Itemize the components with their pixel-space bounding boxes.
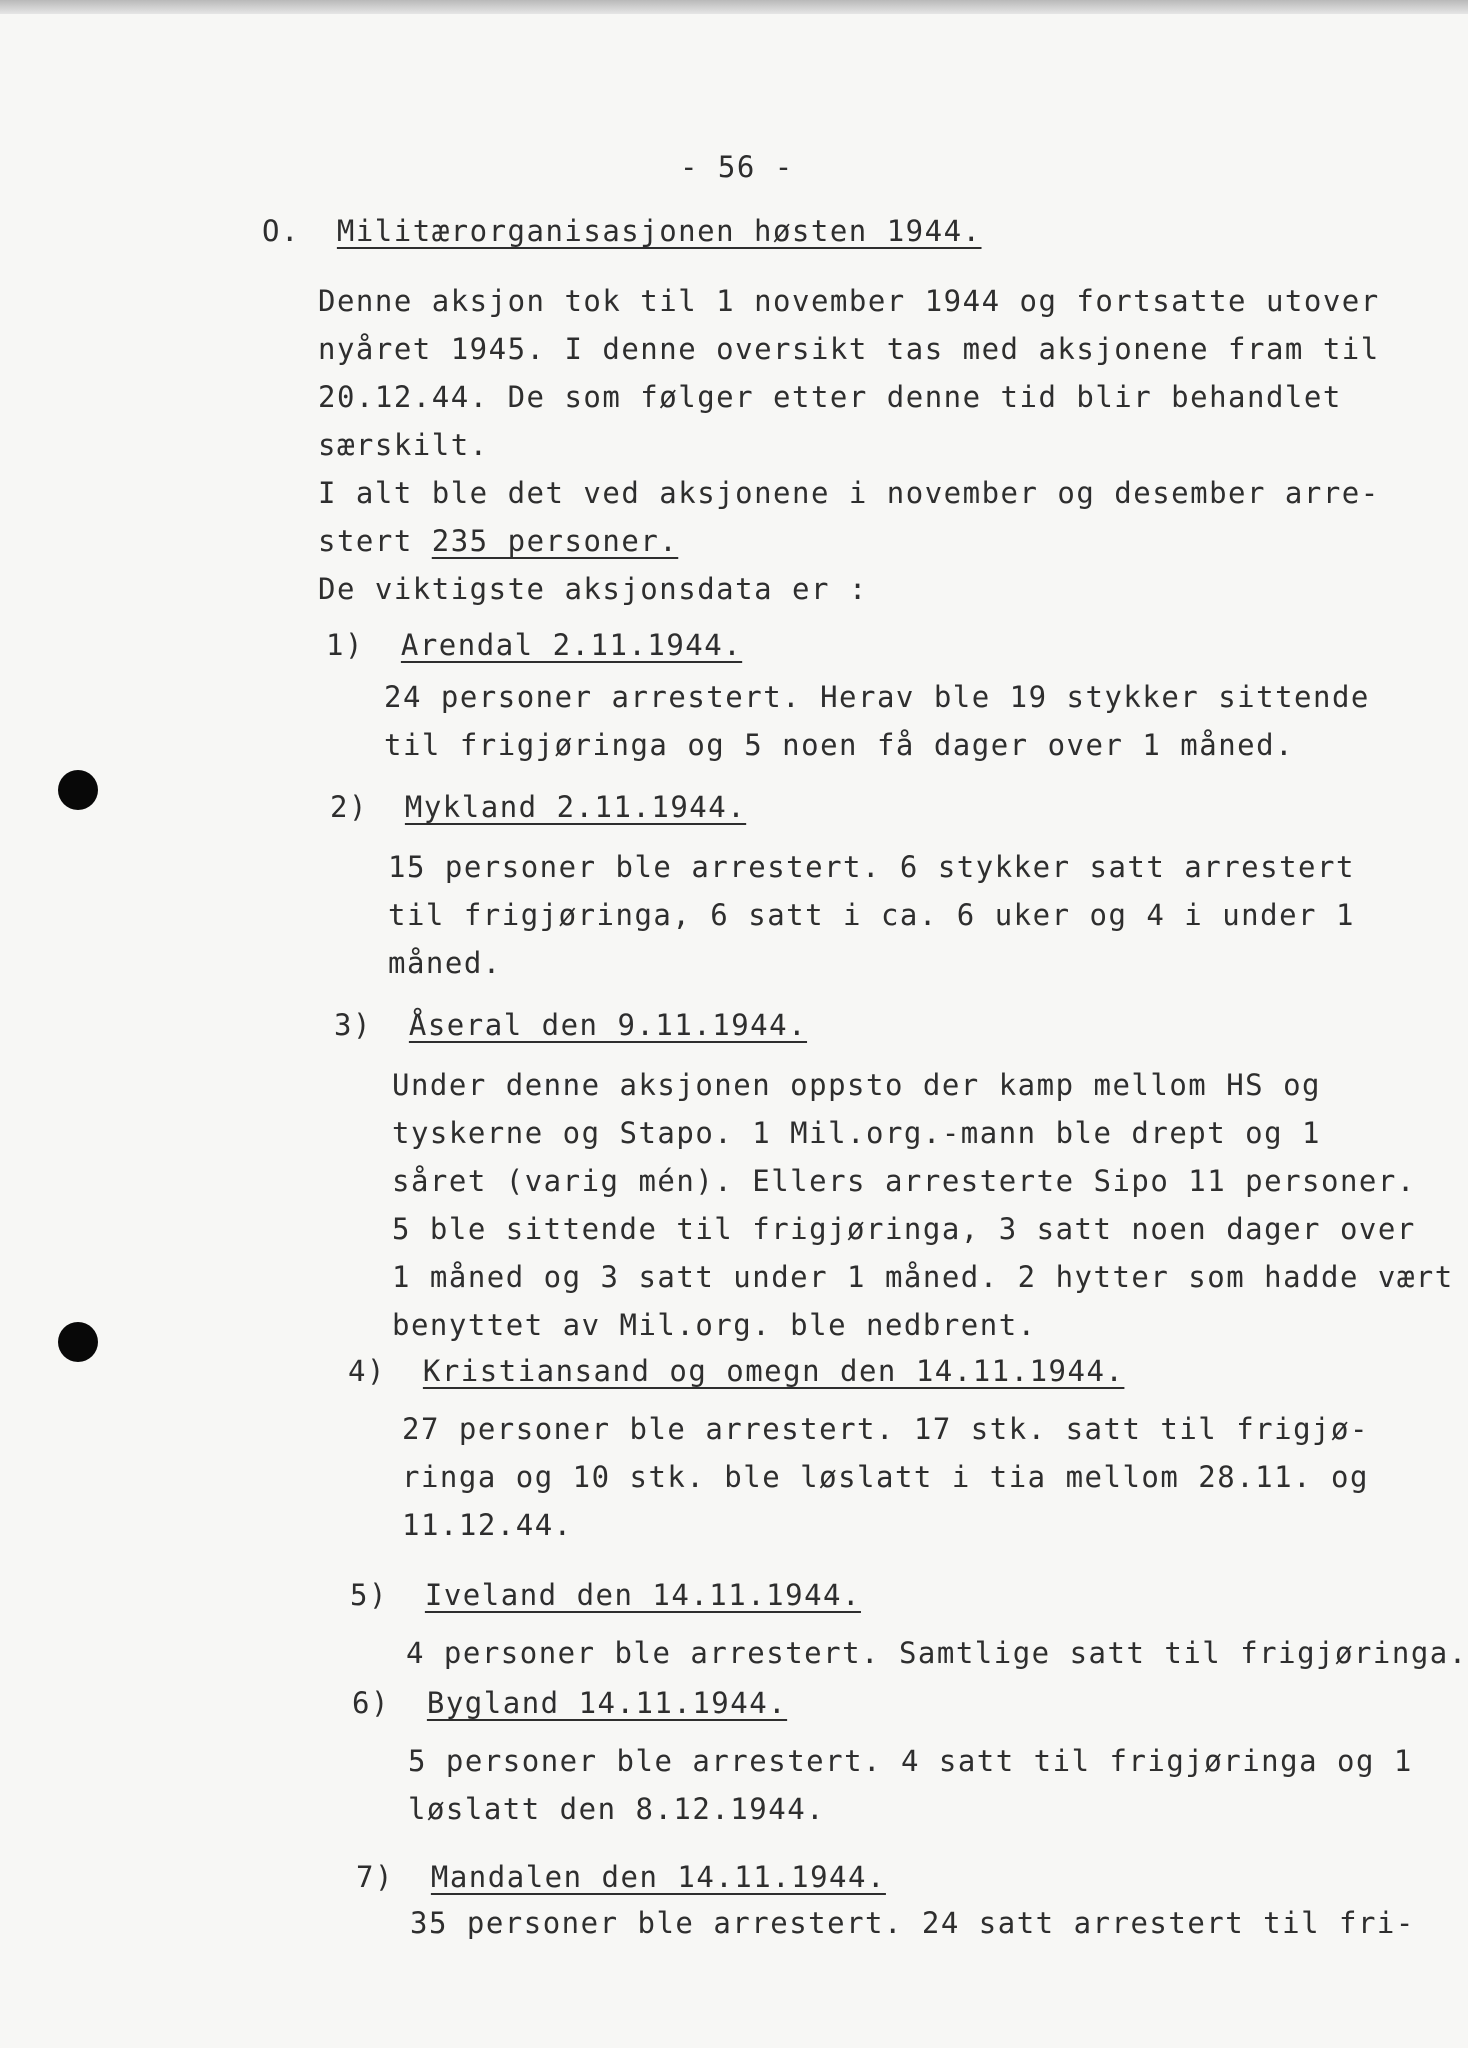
section-label: O.: [262, 214, 300, 248]
item-title: Kristiansand og omegn den 14.11.1944.: [422, 1354, 1125, 1388]
intro-count: 235 personer.: [431, 524, 679, 558]
section-title: Militærorganisasjonen høsten 1944.: [336, 214, 982, 248]
item-heading: [348, 1354, 1124, 1388]
item-number: 2): [330, 790, 368, 824]
item-line: til frigjøringa og 5 noen få dager over 1 måned.: [384, 728, 1295, 762]
item-heading: [334, 1008, 807, 1042]
intro-line: 20.12.44. De som følger etter denne tid blir behandlet: [318, 380, 1342, 414]
intro-line-start: stert: [318, 524, 432, 558]
item-number: 1): [326, 628, 364, 662]
intro-line: særskilt.: [318, 428, 489, 462]
item-line: 1 måned og 3 satt under 1 måned. 2 hytter som hadde vært: [392, 1260, 1454, 1294]
page-number: - 56 -: [680, 150, 794, 184]
item-heading: [352, 1686, 787, 1720]
item-line: ringa og 10 stk. ble løslatt i tia mellom 28.11. og: [402, 1460, 1369, 1494]
item-line: Under denne aksjonen oppsto der kamp mellom HS og: [392, 1068, 1322, 1102]
item-line: tyskerne og Stapo. 1 Mil.org.-mann ble drept og 1: [392, 1116, 1322, 1150]
item-line: 15 personer ble arrestert. 6 stykker satt arrestert: [388, 850, 1355, 884]
item-number: 5): [350, 1578, 388, 1612]
intro-line: Denne aksjon tok til 1 november 1944 og fortsatte utover: [318, 284, 1380, 318]
item-line: måned.: [388, 946, 502, 980]
item-number: 3): [334, 1008, 372, 1042]
scan-top-edge: [0, 0, 1468, 14]
item-title: Mykland 2.11.1944.: [404, 790, 747, 824]
punch-hole-lower: [58, 1322, 98, 1362]
item-title: Iveland den 14.11.1944.: [424, 1578, 861, 1612]
item-line: til frigjøringa, 6 satt i ca. 6 uker og 4 i under 1: [388, 898, 1355, 932]
item-heading: [356, 1860, 886, 1894]
item-line: 5 ble sittende til frigjøringa, 3 satt noen dager over: [392, 1212, 1416, 1246]
item-number: 4): [348, 1354, 386, 1388]
item-line: 27 personer ble arrestert. 17 stk. satt til frigjø-: [402, 1412, 1369, 1446]
item-line: 24 personer arrestert. Herav ble 19 stykker sittende: [384, 680, 1370, 714]
item-line: såret (varig mén). Ellers arresterte Sipo 11 personer.: [392, 1164, 1416, 1198]
item-line: løslatt den 8.12.1944.: [408, 1792, 826, 1826]
item-number: 7): [356, 1860, 394, 1894]
intro-line: I alt ble det ved aksjonene i november og desember arre-: [318, 476, 1380, 510]
item-line: benyttet av Mil.org. ble nedbrent.: [392, 1308, 1037, 1342]
item-heading: [326, 628, 742, 662]
item-line: 4 personer ble arrestert. Samtlige satt til frigjøringa.: [406, 1636, 1468, 1670]
item-line: 35 personer ble arrestert. 24 satt arrestert til fri-: [410, 1906, 1415, 1940]
intro-line: nyåret 1945. I denne oversikt tas med aksjonene fram til: [318, 332, 1380, 366]
item-heading: [330, 790, 746, 824]
punch-hole-upper: [58, 770, 98, 810]
item-heading: [350, 1578, 861, 1612]
item-title: Arendal 2.11.1944.: [400, 628, 743, 662]
item-title: Åseral den 9.11.1944.: [408, 1008, 808, 1042]
item-title: Mandalen den 14.11.1944.: [430, 1860, 886, 1894]
item-line: 5 personer ble arrestert. 4 satt til frigjøringa og 1: [408, 1744, 1413, 1778]
item-line: 11.12.44.: [402, 1508, 573, 1542]
item-title: Bygland 14.11.1944.: [426, 1686, 788, 1720]
item-number: 6): [352, 1686, 390, 1720]
intro-line: [318, 524, 678, 558]
intro-last-line: De viktigste aksjonsdata er :: [318, 572, 868, 606]
section-heading: [262, 214, 982, 248]
